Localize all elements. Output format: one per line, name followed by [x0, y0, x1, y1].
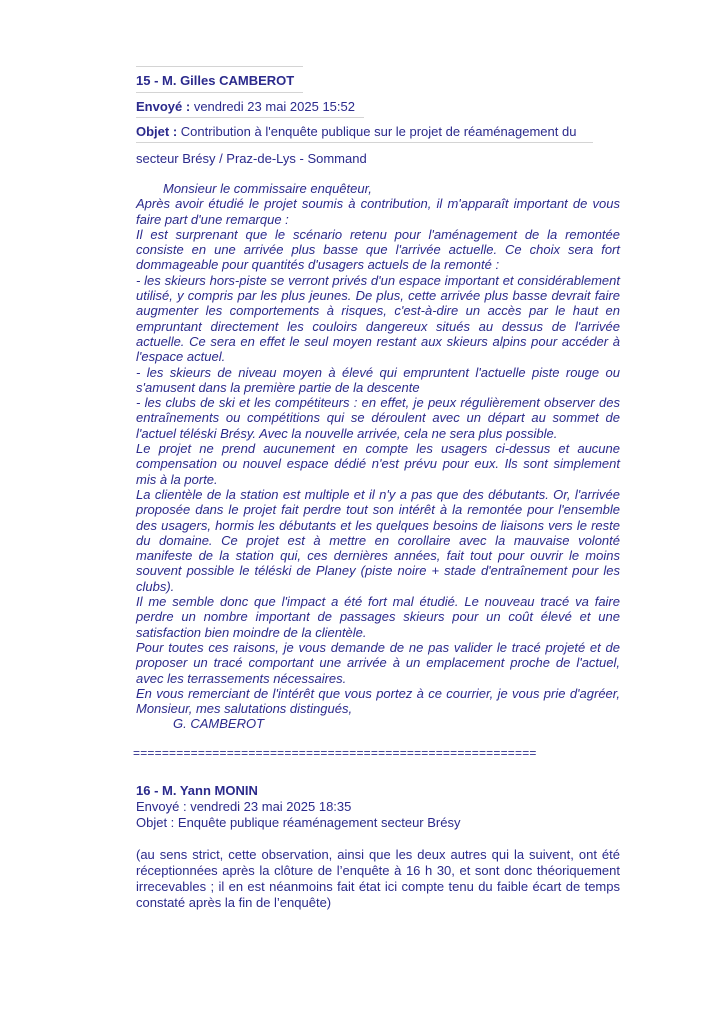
- subject-value-line2: secteur Brésy / Praz-de-Lys - Sommand: [136, 151, 367, 166]
- sent-label: Envoyé :: [136, 99, 191, 114]
- entry-16-sent: Envoyé : vendredi 23 mai 2025 18:35: [136, 798, 352, 814]
- body-paragraph: - les skieurs de niveau moyen à élevé qui empruntent l'actuelle piste rouge ou s'amusent dans la première partie de la descente: [136, 364, 620, 395]
- entry-16: [136, 783, 620, 911]
- entry-15-title: 15 - M. Gilles CAMBEROT: [136, 73, 295, 88]
- subject-label: Objet :: [136, 124, 178, 139]
- entry-16-note: (au sens strict, cette observation, ainsi que les deux autres qui la suivent, ont été réceptionnées après la clôture de l’enquête à 16 h 30, et sont donc théoriquement irrecevables ; il en est néanmoins fait état ici compte tenu du faible écart de temps constaté après la fin de l’enquête): [136, 846, 620, 910]
- body-paragraph: En vous remerciant de l'intérêt que vous portez à ce courrier, je vous prie d'agréer, Monsieur, mes salutations distingués,: [136, 685, 620, 717]
- entry-16-subject: Objet : Enquête publique réaménagement secteur Brésy: [136, 814, 461, 830]
- body-paragraph: La clientèle de la station est multiple et il n'y a pas que des débutants. Or, l'arrivée proposée dans le projet fait perdre tout son intérêt à la remontée pour l'ensemble des usagers, hormis les débutants et les quelques besoins de liaisons vers le reste du domaine. Ce projet est à mettre en corollaire avec la mauvaise volonté manifeste de la station qui, ces dernières années, fait tout pour ouvrir le moins souvent possible le téléski de Planey (piste noire + stade d'entraînement pour les clubs).: [136, 486, 620, 594]
- entry-15-subject-row: [136, 118, 593, 143]
- subject-value-line1: Contribution à l'enquête publique sur le projet de réaménagement du: [180, 124, 577, 139]
- entry-15-title-row: [136, 73, 303, 93]
- salutation: Monsieur le commissaire enquêteur,: [163, 181, 372, 196]
- entry-15-sent-row: [136, 93, 364, 118]
- body-paragraph: Après avoir étudié le projet soumis à contribution, il m'apparaît important de vous faire part d'une remarque :: [136, 196, 620, 227]
- body-paragraph: Il me semble donc que l'impact a été fort mal étudié. Le nouveau tracé va faire perdre un nombre important de passages skieurs pour un coût élevé et une satisfaction bien moindre de la clientèle.: [136, 594, 620, 640]
- body-paragraph: Le projet ne prend aucunement en compte les usagers ci-dessus et aucune compensation ou nouvel espace dédié n'est prévu pour eux. Ils sont simplement mis à la porte.: [136, 441, 620, 487]
- body-paragraph: - les skieurs hors-piste se verront privés d'un espace important et considérablement utilisé, y compris par les plus jeunes. De plus, cette arrivée plus basse devrait faire augmenter les comportements à risques, c'est-à-dire un accès par le haut en empruntant directement les couloirs dangereux situés au dessus de l'arrivée actuelle. Ce sera en effet le seul moyen restant aux skieurs alpins pour accéder à l'espace actuel.: [136, 272, 620, 365]
- body-paragraph: Pour toutes ces raisons, je vous demande de ne pas valider le tracé projeté et de proposer un tracé comportant une arrivée à un emplacement proche de l'actuel, avec les terrassements nécessaires.: [136, 639, 620, 686]
- body-paragraph: - les clubs de ski et les compétiteurs : en effet, je peux régulièrement observer des entraînements ou compétitions qui se déroulent avec un départ au sommet de l'actuel téléski Brésy. Avec la nouvelle arrivée, cela ne sera plus possible.: [136, 395, 620, 441]
- body-paragraph: Il est surprenant que le scénario retenu pour l'aménagement de la remontée consiste en une arrivée plus basse que l'arrivée actuelle. Ce choix sera fort dommageable pour quantités d'usagers actuels de la remonté :: [136, 226, 620, 273]
- document-page: [133, 66, 620, 911]
- sent-value: vendredi 23 mai 2025 15:52: [193, 99, 355, 114]
- separator-line: ========================================================: [133, 745, 537, 760]
- signature: G. CAMBEROT: [173, 716, 265, 732]
- top-rule: [136, 66, 303, 67]
- entry-15-body: [136, 181, 620, 732]
- entry-16-title: 16 - M. Yann MONIN: [136, 782, 258, 798]
